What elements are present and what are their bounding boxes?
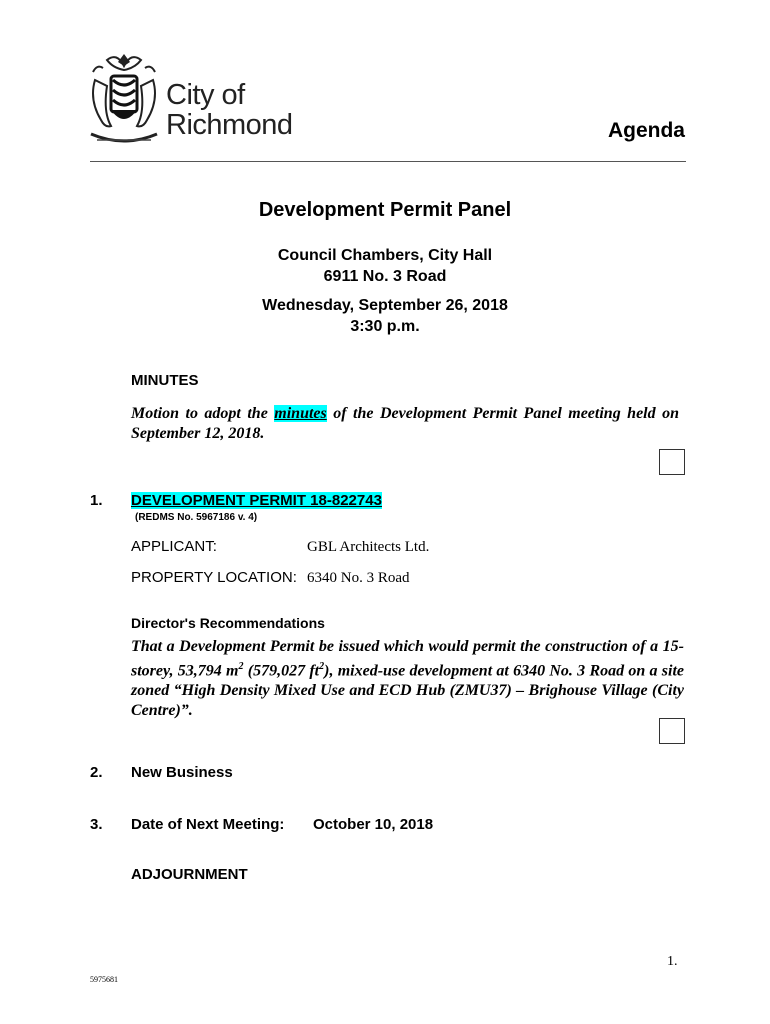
location-line-2: 6911 No. 3 Road bbox=[323, 268, 447, 285]
rec-line-1: That a Development Permit be issued which would permit the construction of a 15- bbox=[131, 638, 684, 655]
recommendation-text bbox=[131, 637, 684, 721]
applicant-label: APPLICANT: bbox=[131, 538, 217, 555]
recommendations-heading: Director's Recommendations bbox=[131, 615, 325, 631]
rec-line-2-c: ), mixed-use development at 6340 No. 3 Road on a site bbox=[324, 662, 685, 680]
rec-line-2-b: (579,027 ft bbox=[243, 662, 320, 680]
logo-text bbox=[166, 80, 293, 140]
meeting-time: 3:30 p.m. bbox=[350, 318, 420, 335]
document-id: 5975681 bbox=[90, 975, 118, 984]
meeting-date: Wednesday, September 26, 2018 bbox=[262, 297, 508, 314]
minutes-link[interactable]: minutes bbox=[274, 405, 327, 422]
item-1-number: 1. bbox=[90, 492, 103, 509]
minutes-motion bbox=[131, 404, 679, 444]
rec-sup-2: 2 bbox=[319, 661, 325, 672]
item-1-title[interactable] bbox=[131, 492, 382, 509]
rec-line-2 bbox=[131, 657, 684, 681]
location-line-1: Council Chambers, City Hall bbox=[277, 247, 493, 264]
next-meeting-date: October 10, 2018 bbox=[313, 816, 434, 833]
adjournment-heading: ADJOURNMENT bbox=[131, 866, 248, 883]
motion-text-start: Motion to adopt the bbox=[131, 405, 275, 422]
minutes-checkbox[interactable] bbox=[659, 449, 685, 475]
recommendation-checkbox[interactable] bbox=[659, 718, 685, 744]
item-3-title: Date of Next Meeting: bbox=[131, 816, 285, 833]
applicant-value: GBL Architects Ltd. bbox=[307, 539, 430, 555]
coat-of-arms-icon bbox=[85, 50, 163, 150]
property-location-label: PROPERTY LOCATION: bbox=[131, 569, 297, 586]
item-3-number: 3. bbox=[90, 816, 103, 833]
meeting-datetime bbox=[0, 295, 770, 337]
meeting-title: Development Permit Panel bbox=[258, 199, 512, 221]
rec-line-2-a: storey, 53,794 m bbox=[131, 662, 239, 680]
logo-line-1: City of bbox=[166, 79, 245, 111]
logo-line-2: Richmond bbox=[166, 109, 293, 141]
minutes-heading: MINUTES bbox=[131, 372, 199, 389]
item-2-title: New Business bbox=[131, 764, 233, 781]
rec-sup-1: 2 bbox=[238, 661, 244, 672]
page-number: 1. bbox=[667, 954, 678, 969]
property-location-value: 6340 No. 3 Road bbox=[307, 570, 410, 586]
document-type: Agenda bbox=[607, 119, 685, 142]
item-2-number: 2. bbox=[90, 764, 103, 781]
rec-line-3: zoned “High Density Mixed Use and ECD Hub (ZMU37) – Brighouse Village (City bbox=[131, 682, 684, 700]
development-permit-link[interactable]: DEVELOPMENT PERMIT 18-822743 bbox=[131, 492, 382, 509]
rec-line-4: Centre)”. bbox=[131, 702, 193, 720]
motion-line-2: September 12, 2018. bbox=[131, 425, 265, 442]
redms-reference: (REDMS No. 5967186 v. 4) bbox=[135, 512, 258, 523]
header-divider bbox=[90, 161, 686, 162]
motion-text-end: of the Development Permit Panel meeting held on bbox=[326, 405, 679, 422]
meeting-location bbox=[0, 245, 770, 287]
